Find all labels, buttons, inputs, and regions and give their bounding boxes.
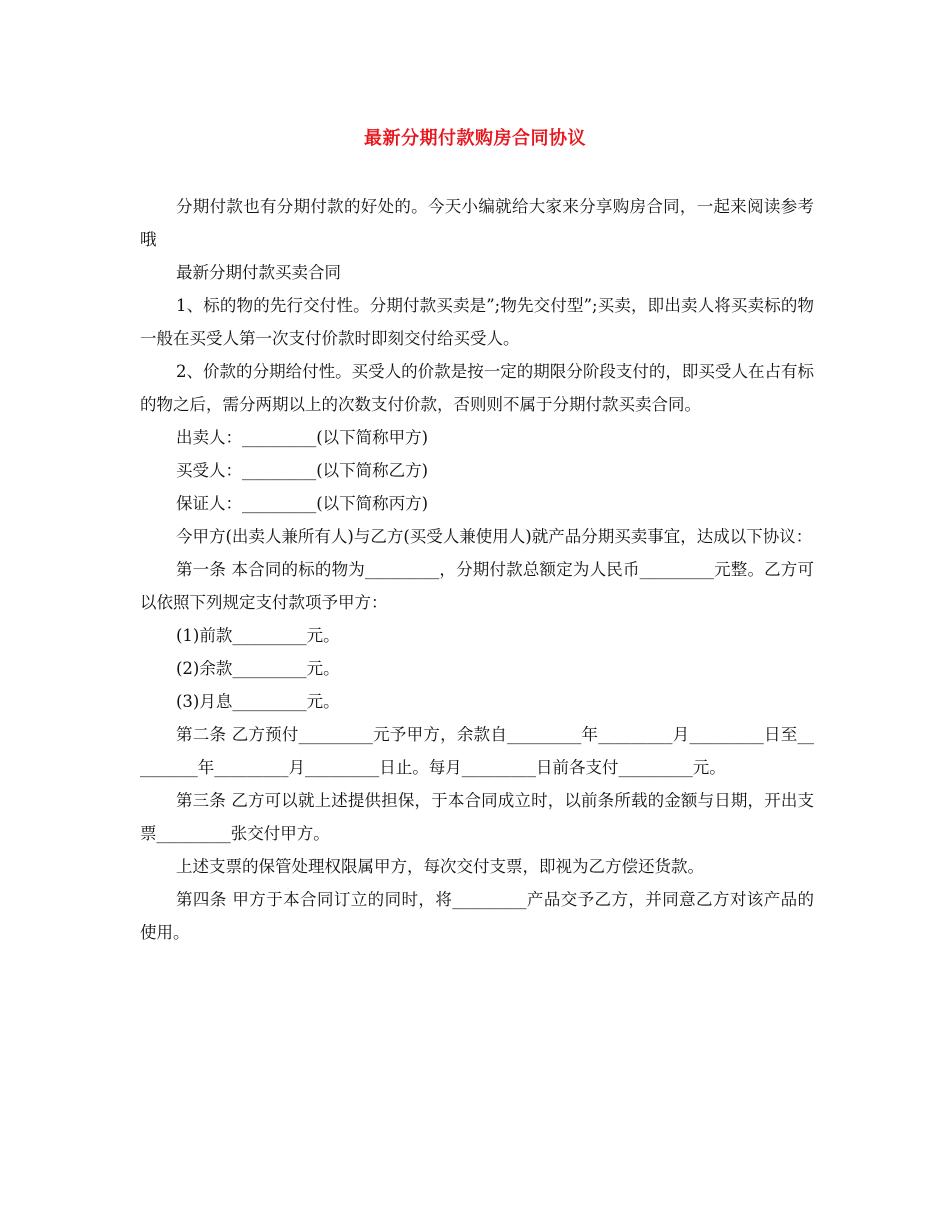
paragraph-subtitle: 最新分期付款买卖合同 (176, 263, 341, 282)
paragraph-item-2: 2、价款的分期给付性。买受人的价款是按一定的期限分阶段支付的，即买受人在占有标的物之后，需分两期以上的次数支付价款，否则则不属于分期付款买卖合同。 (140, 362, 814, 414)
paragraph-intro: 分期付款也有分期付款的好处的。今天小编就给大家来分享购房合同，一起来阅读参考哦 (140, 197, 814, 249)
paragraph-cheque-rights: 上述支票的保管处理权限属甲方，每次交付支票，即视为乙方偿还货款。 (176, 857, 704, 876)
paragraph-article-4: 第四条 甲方于本合同订立的同时，将_________产品交予乙方，并同意乙方对该产品的使用。 (140, 890, 814, 942)
paragraph-balance: (2)余款_________元。 (176, 659, 340, 678)
document-title: 最新分期付款购房合同协议 (364, 128, 586, 149)
paragraph-monthly-interest: (3)月息_________元。 (176, 692, 340, 711)
paragraph-down-payment: (1)前款_________元。 (176, 626, 340, 645)
paragraph-seller: 出卖人：_________(以下简称甲方) (176, 428, 429, 447)
paragraph-article-3: 第三条 乙方可以就上述提供担保，于本合同成立时，以前条所载的金额与日期，开出支票_________张交付甲方。 (140, 791, 814, 843)
paragraph-agreement: 今甲方(出卖人兼所有人)与乙方(买受人兼使用人)就产品分期买卖事宜，达成以下协议： (176, 527, 813, 546)
paragraph-article-2: 第二条 乙方预付_________元予甲方，余款自_________年_________月_________日至_________年_________月_________日止。每月_________日前各支付_________元。 (140, 725, 814, 777)
paragraph-item-1: 1、标的物的先行交付性。分期付款买卖是”;物先交付型”;买卖，即出卖人将买卖标的物一般在买受人第一次支付价款时即刻交付给买受人。 (140, 296, 814, 348)
paragraph-buyer: 买受人：_________(以下简称乙方) (176, 461, 429, 480)
paragraph-article-1: 第一条 本合同的标的物为_________，分期付款总额定为人民币_________元整。乙方可以依照下列规定支付款项予甲方： (140, 560, 814, 612)
paragraph-guarantor: 保证人：_________(以下简称丙方) (176, 494, 429, 513)
document-body (140, 190, 814, 949)
